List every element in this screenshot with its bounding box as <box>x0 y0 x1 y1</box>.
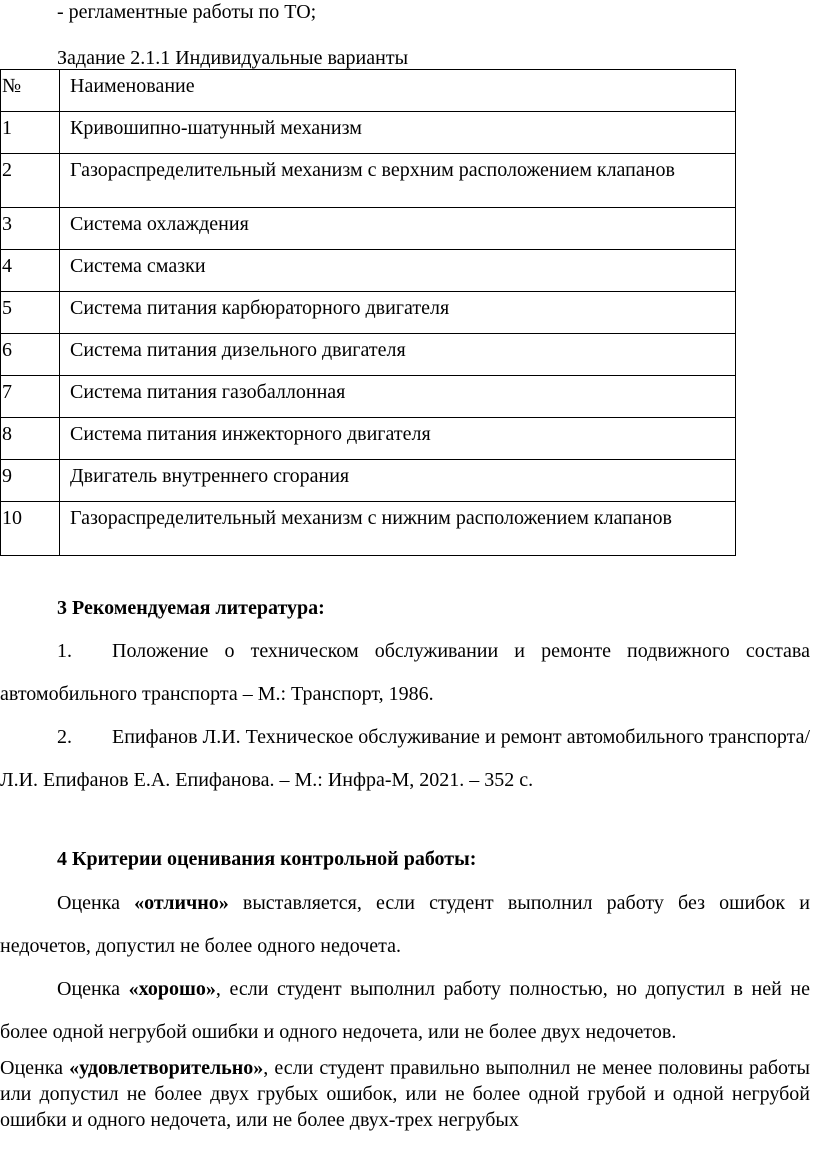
row-name: Система питания газобаллонная <box>60 376 736 418</box>
table-row <box>1 334 736 376</box>
row-num: 6 <box>1 334 60 376</box>
table-row <box>1 460 736 502</box>
row-num: 7 <box>1 376 60 418</box>
table-row <box>1 154 736 208</box>
row-num: 2 <box>1 154 60 208</box>
literature-item-text: Епифанов Л.И. Техническое обслуживание и ремонт автомобильного транспорта/Л.И. Епифанов Е.А. Епифанова. – М.: Инфра-М, 2021. – 352 с. <box>0 726 810 791</box>
literature-item <box>0 716 810 802</box>
table-row <box>1 250 736 292</box>
row-name: Система питания инжекторного двигателя <box>60 418 736 460</box>
row-num: 10 <box>1 502 60 556</box>
literature-item-number: 1. <box>57 640 72 662</box>
row-name: Система охлаждения <box>60 208 736 250</box>
row-name: Система питания карбюраторного двигателя <box>60 292 736 334</box>
top-line: - регламентные работы по ТО; <box>57 1 317 23</box>
row-name: Система смазки <box>60 250 736 292</box>
header-num: № <box>1 70 60 112</box>
row-name: Система питания дизельного двигателя <box>60 334 736 376</box>
task-title: Задание 2.1.1 Индивидуальные варианты <box>57 47 409 69</box>
row-name: Газораспределительный механизм с верхним расположением клапанов <box>60 154 736 208</box>
table-row <box>1 292 736 334</box>
criteria-heading: 4 Критерии оценивания контрольной работы: <box>57 848 477 870</box>
grade-label: «отлично» <box>134 892 229 914</box>
literature-item-number: 2. <box>57 726 72 748</box>
row-name: Кривошипно-шатунный механизм <box>60 112 736 154</box>
row-num: 8 <box>1 418 60 460</box>
table-row <box>1 376 736 418</box>
literature-item-text: Положение о техническом обслуживании и ремонте подвижного состава автомобильного транспорта – М.: Транспорт, 1986. <box>0 640 810 705</box>
table-header-row <box>1 70 736 112</box>
grade-label: «удовлетворительно» <box>69 1057 264 1079</box>
literature-item <box>0 630 810 716</box>
row-num: 3 <box>1 208 60 250</box>
row-num: 5 <box>1 292 60 334</box>
criteria-item: Оценка «хорошо», если студент выполнил работу полностью, но допустил в ней не более одной негрубой ошибки и одного недочета, или не более двух недочетов. <box>0 978 810 1043</box>
table-row <box>1 208 736 250</box>
table-row <box>1 112 736 154</box>
table-row <box>1 418 736 460</box>
grade-label: «хорошо» <box>128 978 216 1000</box>
row-name: Газораспределительный механизм с нижним расположением клапанов <box>60 502 736 556</box>
variants-table <box>0 69 736 556</box>
row-num: 4 <box>1 250 60 292</box>
header-name: Наименование <box>60 70 736 112</box>
table-row <box>1 502 736 556</box>
row-name: Двигатель внутреннего сгорания <box>60 460 736 502</box>
row-num: 9 <box>1 460 60 502</box>
criteria-item: Оценка «отлично» выставляется, если студент выполнил работу без ошибок и недочетов, допустил не более одного недочета. <box>0 892 810 957</box>
criteria-item: Оценка «удовлетворительно», если студент правильно выполнил не менее половины работы или допустил не более двух грубых ошибок, или не более одной грубой и одной негрубой ошибки и одного недочета, или не более двух-трех негрубых <box>0 1057 810 1131</box>
literature-heading: 3 Рекомендуемая литература: <box>57 597 325 619</box>
row-num: 1 <box>1 112 60 154</box>
